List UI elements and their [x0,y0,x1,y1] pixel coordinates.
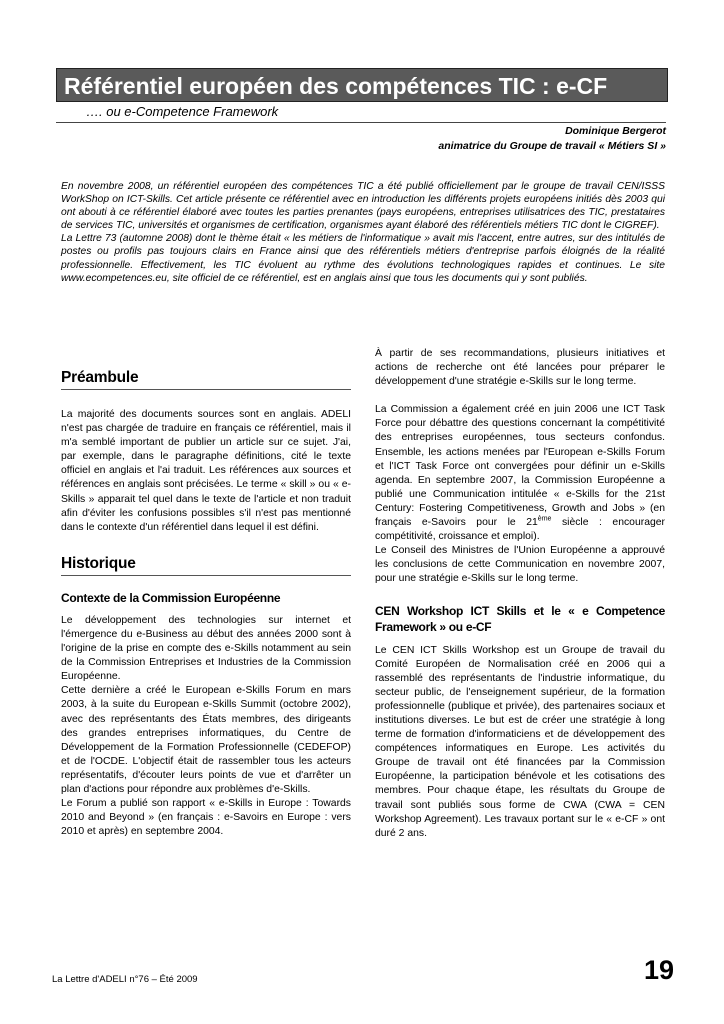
article-title: Référentiel européen des compétences TIC : e-CF [64,73,608,99]
cen-paragraph: Le CEN ICT Skills Workshop est un Groupe de travail du Comité Européen de Normalisation créé en 2006 qui a rassemblé des représentants de l'industrie informatique, du secteur public, de l'enseignement supérieur, de la formation professionnelle (publique et privée), des partenaires sociaux et institutions diverses. Le but est de créer une stratégie à long terme de formation d'informaticiens et de développement des compétences informatiques en Europe. Les activités du Groupe de travail ont été financées par la Commission Européenne, la participation bénévole et les cotisations des membres. Pour chaque étape, les résultats du Groupe de travail sont publiés sous forme de CWA (CWA = CEN Workshop Agreement). Les travaux portant sur le « e-CF » ont duré 2 ans. [375,644,665,839]
body-paragraph: Le Conseil des Ministres de l'Union Européenne a approuvé les conclusions de cette Communication en novembre 2007, pour une stratégie e-Skills sur le long terme. [375,545,665,585]
superscript: ème [537,515,552,523]
article-subtitle: …. ou e-Competence Framework [86,104,279,119]
author-name: Dominique Bergerot [565,125,666,137]
contexte-paragraph: Cette dernière a créé le European e-Skills Forum en mars 2003, à la suite du European e-Skills Summit (octobre 2002), avec des représentants des États membres, des dirigeants des grandes entreprises informatiques, du Centre de Développement de la Formation Professionnelle (CEDEFOP) et de l'OCDE. L'objectif était de rassembler tous les acteurs représentatifs, d'écouter leurs points de vue et d'arrêter un plan d'actions pour répondre aux problèmes d'e-Skills. [61,685,351,795]
contexte-paragraph: Le développement des technologies sur internet et l'émergence du e-Business au début des années 2000 sont à l'origine de la prise en compte des e-Skills notamment au sein de la Commission Entreprises et Industries de la Commission Européenne. [61,614,351,683]
subsection-heading-cen-workshop: CEN Workshop ICT Skills et le « e Competence Framework » ou e-CF [375,603,665,634]
intro-abstract [61,180,665,285]
right-column [375,347,665,841]
contexte-paragraph: Le Forum a publié son rapport « e-Skills in Europe : Towards 2010 and Beyond » (en français : e-Savoirs en Europe : vers 2010 et après) en septembre 2004. [61,798,351,838]
preambule-paragraph: La majorité des documents sources sont en anglais. ADELI n'est pas chargée de traduire en français ce référentiel, mais il m'a semblé important de publier un article sur ce sujet. J'ai, par exemple, dans le paragraphe définitions, cité le texte officiel en anglais et l'ai traduit. Les références aux sources et références en anglais sont précisées. Le terme « skill » ou « e-Skills » apparait tel quel dans le texte de l'article et non traduit afin d'éviter les confusions possibles s'il n'est pas mentionné dans le contexte d'un référentiel dans lequel il est défini. [61,409,351,533]
body-text: La Commission a également créé en juin 2006 une ICT Task Force pour débattre des questions concernant la compétitivité des entreprises européennes, tous secteurs confondus. Ensemble, les actions menées par l'European e-Skills Forum et l'ICT Task Force ont convergées pour définir un e-Skills agenda. En septembre 2007, la Commission Européenne a publié une Communication intitulée « e-Skills for the 21st Century: Fostering Competitiveness, Growth and Jobs » (en français e-Savoirs pour le 21 [375,404,665,529]
left-column [61,368,351,839]
section-heading-historique: Historique [61,554,351,576]
body-paragraph: À partir de ses recommandations, plusieurs initiatives et actions de recherche ont été lancées pour préparer le développement d'une stratégie e-Skills sur le long terme. [375,348,665,388]
intro-paragraph: En novembre 2008, un référentiel européen des compétences TIC a été publié officiellement par le groupe de travail CEN/ISSS WorkShop on ICT-Skills. Cet article présente ce référentiel avec en introduction les différents projets européens initiés dès 2003 qui ont abouti à ce référentiel élaboré avec toutes les parties prenantes (pays européens, entreprises utilisatrices des TIC, prestataires de services TIC, universités et organismes de certification, organismes ayant élaboré des référentiels métiers TIC dont le CIGREF). [61,181,665,232]
section-heading-preambule: Préambule [61,368,351,390]
subsection-heading-contexte: Contexte de la Commission Européenne [61,590,281,605]
page-number: 19 [643,955,674,985]
body-text: siècle : encourager compétitivité, croissance et emploi). [375,517,665,543]
footer-publication: La Lettre d'ADELI n°76 – Été 2009 [52,974,198,985]
body-paragraph [375,403,665,544]
title-banner [56,68,668,102]
author-role: animatrice du Groupe de travail « Métiers SI » [438,140,666,152]
intro-paragraph: La Lettre 73 (automne 2008) dont le thème était « les métiers de l'informatique » avait mis l'accent, entre autres, sur des intitulés de postes ou profils pas toujours clairs en France ainsi que des référentiels métiers d'entreprise parfois éloignés de la réalité professionnelle. Effectivement, les TIC évoluent au rythme des évolutions technologiques rapides et continues. Le site www.ecompetences.eu, site officiel de ce référentiel, est en anglais ainsi que tous les documents qui y sont publiés. [61,233,665,284]
subtitle-divider [56,122,666,123]
author-block [438,124,666,154]
